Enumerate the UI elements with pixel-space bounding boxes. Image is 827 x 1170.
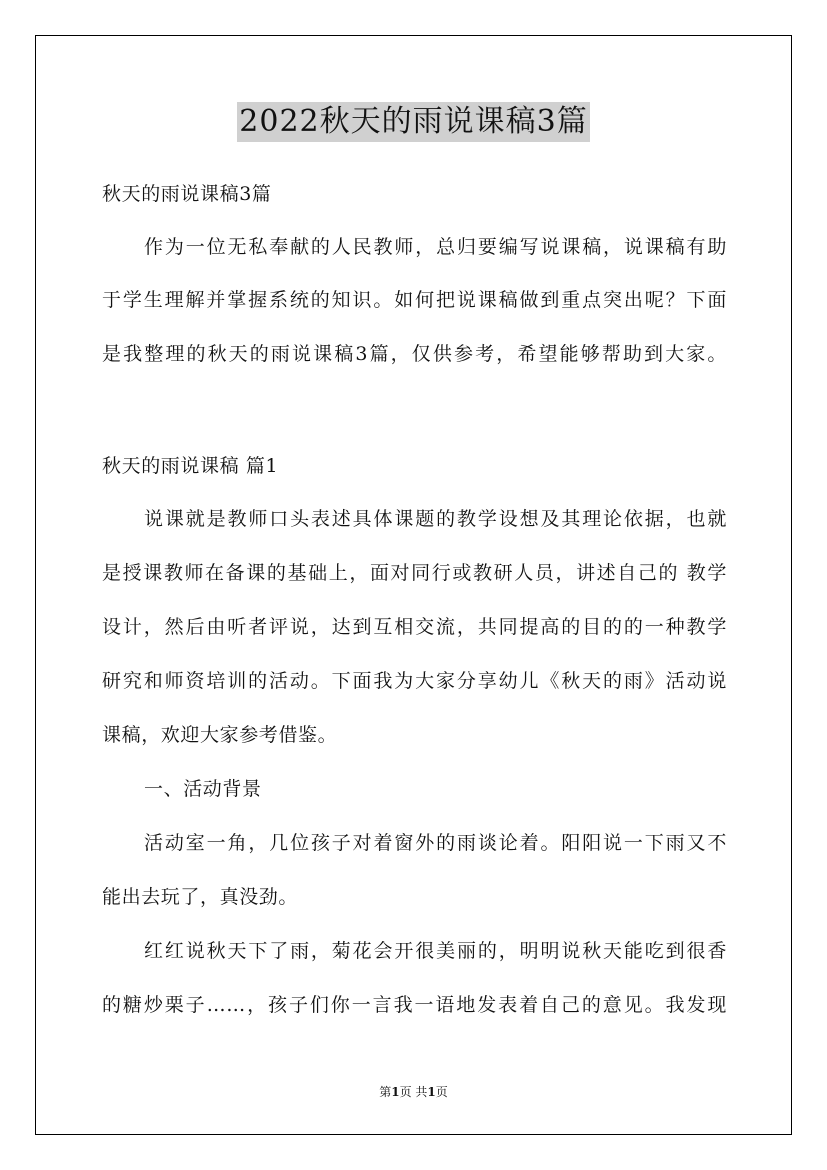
paragraph-line: 能出去玩了，真没劲。 <box>102 886 299 908</box>
paragraph-line: 红红说秋天下了雨，菊花会开很美丽的，明明说秋天能吃到很香 <box>144 940 727 962</box>
paragraph-line: 活动室一角，几位孩子对着窗外的雨谈论着。阳阳说一下雨又不 <box>144 832 727 854</box>
footer-current-page: 1 <box>391 1085 400 1099</box>
footer-prefix: 第 <box>379 1085 392 1099</box>
subheading-line: 一、活动背景 <box>144 778 262 800</box>
paragraph-line: 研究和师资培训的活动。下面我为大家分享幼儿《秋天的雨》活动说 <box>102 670 727 692</box>
footer-mid: 页 共 <box>399 1085 428 1099</box>
paragraph-line: 是我整理的秋天的雨说课稿3篇，仅供参考，希望能够帮助到大家。 <box>102 343 727 365</box>
page-footer <box>0 1084 827 1100</box>
paragraph-line: 的糖炒栗子……，孩子们你一言我一语地发表着自己的意见。我发现 <box>102 994 727 1016</box>
subtitle-line: 秋天的雨说课稿3篇 <box>102 183 272 205</box>
paragraph-line: 于学生理解并掌握系统的知识。如何把说课稿做到重点突出呢？下面 <box>102 289 727 311</box>
footer-suffix: 页 <box>435 1085 448 1099</box>
footer-total-pages: 1 <box>427 1085 436 1099</box>
paragraph-line: 课稿，欢迎大家参考借鉴。 <box>102 724 338 746</box>
paragraph-line: 是授课教师在备课的基础上，面对同行或教研人员，讲述自己的 教学 <box>102 562 727 584</box>
title-container <box>0 102 827 142</box>
paragraph-line: 说课就是教师口头表述具体课题的教学设想及其理论依据，也就 <box>144 508 727 530</box>
paragraph-line: 作为一位无私奉献的人民教师，总归要编写说课稿，说课稿有助 <box>144 236 727 258</box>
paragraph-line: 设计，然后由听者评说，达到互相交流，共同提高的目的的一种教学 <box>102 616 727 638</box>
document-title: 2022秋天的雨说课稿3篇 <box>237 102 589 142</box>
section-heading: 秋天的雨说课稿 篇1 <box>102 455 279 477</box>
